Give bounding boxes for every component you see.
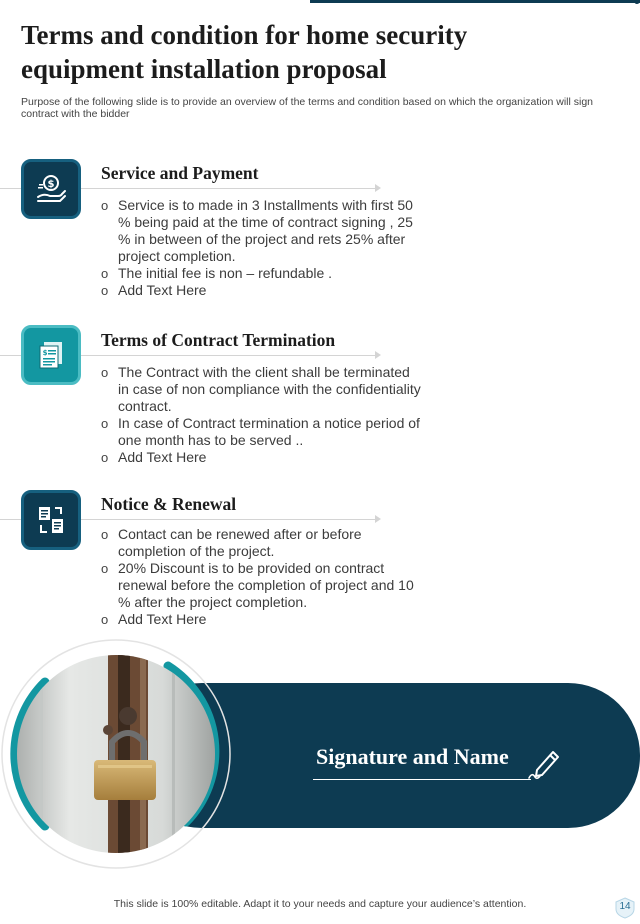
svg-text:$: $ bbox=[42, 349, 48, 357]
page-number-badge bbox=[615, 897, 635, 919]
money-hand-icon bbox=[21, 159, 81, 219]
list-item: o Contact can be renewed after or before completion of the project. bbox=[101, 526, 421, 560]
signature-label: Signature and Name bbox=[316, 744, 509, 769]
list-item: o Add Text Here bbox=[101, 611, 421, 628]
footer-note: This slide is 100% editable. Adapt it to your needs and capture your audience’s attention. bbox=[113, 898, 527, 910]
divider-arrow-icon bbox=[375, 184, 381, 192]
bullet-list bbox=[101, 526, 421, 628]
list-item: o Add Text Here bbox=[101, 282, 421, 299]
top-rule bbox=[310, 0, 640, 3]
svg-text:$: $ bbox=[47, 179, 55, 190]
section-title: Service and Payment bbox=[101, 163, 259, 183]
divider-arrow-icon bbox=[375, 515, 381, 523]
signature-line bbox=[313, 779, 531, 780]
page-subtitle: Purpose of the following slide is to provide an overview of the terms and condition based on which the organization will sign contract with the bidder bbox=[21, 96, 593, 120]
bullet-list bbox=[101, 197, 421, 299]
pen-signature-icon bbox=[527, 748, 563, 785]
contract-document-icon bbox=[21, 325, 81, 385]
top-rule-dot bbox=[634, 0, 640, 4]
list-item: o In case of Contract termination a notice period of one month has to be served .. bbox=[101, 415, 421, 449]
list-item: o The Contract with the client shall be terminated in case of non compliance with the confidentiality contract. bbox=[101, 364, 421, 415]
list-item: o The initial fee is non – refundable . bbox=[101, 265, 421, 282]
divider-arrow-icon bbox=[375, 351, 381, 359]
document-exchange-icon bbox=[21, 490, 81, 550]
padlock-photo bbox=[0, 638, 232, 870]
section-title: Terms of Contract Termination bbox=[101, 330, 336, 350]
page-number: 14 bbox=[619, 901, 631, 912]
list-item: o Add Text Here bbox=[101, 449, 421, 466]
list-item: o 20% Discount is to be provided on contract renewal before the completion of project and 10 % after the project completion. bbox=[101, 560, 421, 611]
list-item: o Service is to made in 3 Installments with first 50 % being paid at the time of contract signing , 25 % in between of the project and rets 25% after project completion. bbox=[101, 197, 421, 265]
section-title: Notice & Renewal bbox=[101, 494, 237, 514]
page-title: Terms and condition for home security equipment installation proposal bbox=[21, 20, 468, 84]
bullet-list bbox=[101, 364, 421, 466]
